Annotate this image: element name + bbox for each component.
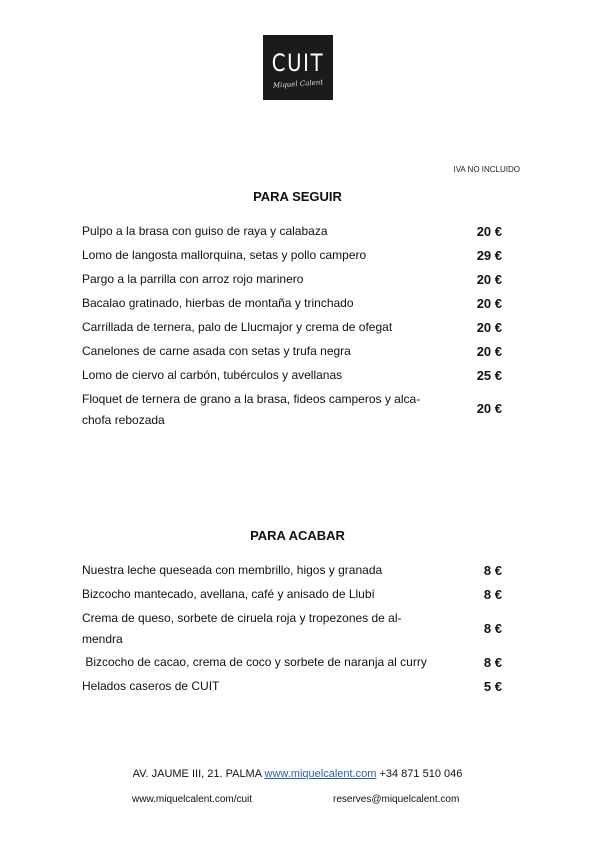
menu-item-price: 8 € [483,563,502,578]
footer-address: AV. JAUME III, 21. PALMA [132,768,262,780]
menu-item-price: 8 € [483,587,502,602]
footer-contact-line [0,768,595,780]
menu-item-price: 25 € [476,368,502,383]
menu-item-price: 20 € [476,401,502,416]
section-title-para-seguir: PARA SEGUIR [253,189,342,204]
tax-note: IVA NO INCLUIDO [453,165,520,174]
menu-item-name: Carrillada de ternera, palo de Llucmajor y crema de ofegat [82,320,393,334]
menu-item-price: 29 € [476,248,502,263]
menu-item-price: 8 € [483,655,502,670]
menu-item-name: Nuestra leche queseada con membrillo, higos y granada [82,563,383,577]
menu-item-name: Lomo de langosta mallorquina, setas y pollo campero [82,248,367,262]
menu-item-price: 20 € [476,296,502,311]
menu-item-name: Bizcocho de cacao, crema de coco y sorbete de naranja al curry [82,655,427,669]
menu-item-name: Floquet de ternera de grano a la brasa, fideos camperos y alca-chofa rebozada [82,392,421,427]
menu-item-price: 20 € [476,224,502,239]
menu-item-name: Bizcocho mantecado, avellana, café y anisado de Llubí [82,587,375,601]
logo-wordmark: CUIT [271,49,325,77]
menu-item-name: Bacalao gratinado, hierbas de montaña y trinchado [82,296,354,310]
menu-item-name: Helados caseros de CUIT [82,679,220,693]
menu-item-price: 8 € [483,621,502,636]
menu-item-price: 20 € [476,320,502,335]
footer-web-path[interactable]: www.miquelcalent.com/cuit [132,794,253,805]
menu-item-name: Crema de queso, sorbete de ciruela roja y tropezones de al-mendra [82,611,402,646]
website-link[interactable]: www.miquelcalent.com [264,768,377,780]
logo-signature: Miquel Calent [272,78,324,90]
menu-item-price: 5 € [483,679,502,694]
section-title-para-acabar: PARA ACABAR [250,528,345,543]
menu-item-name: Pulpo a la brasa con guiso de raya y calabaza [82,224,328,238]
menu-item-price: 20 € [476,272,502,287]
menu-item-price: 20 € [476,344,502,359]
cuit-logo [263,35,333,100]
footer-email[interactable]: reserves@miquelcalent.com [333,794,460,805]
footer-phone: +34 871 510 046 [379,768,463,780]
menu-item-name: Canelones de carne asada con setas y trufa negra [82,344,351,358]
menu-item-name: Pargo a la parrilla con arroz rojo marinero [82,272,304,286]
menu-item-name: Lomo de ciervo al carbón, tubérculos y avellanas [82,368,343,382]
